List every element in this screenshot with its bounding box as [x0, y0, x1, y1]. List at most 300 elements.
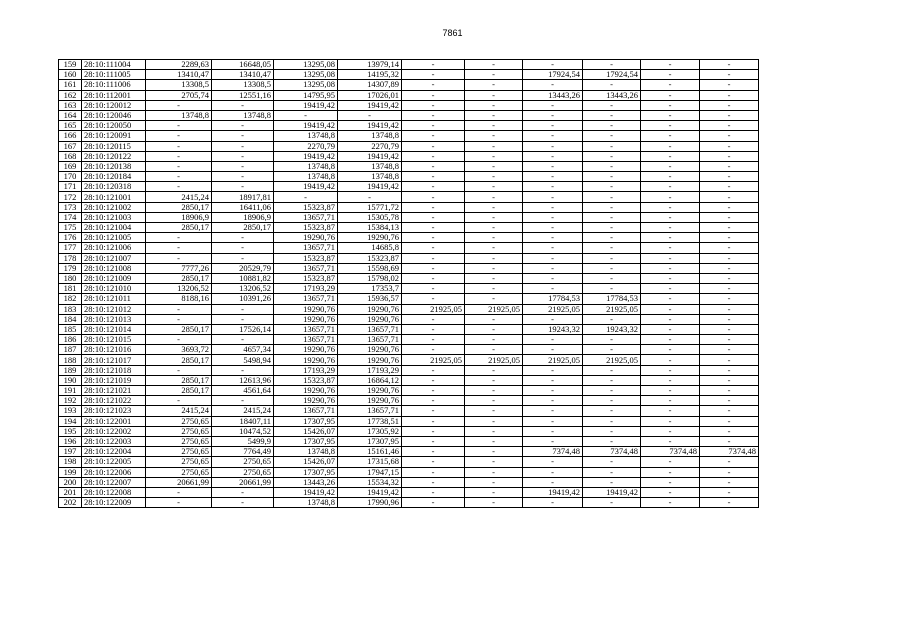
- value-cell: 19419,42: [338, 100, 402, 110]
- row-number-cell: 160: [59, 70, 82, 80]
- value-cell: -: [465, 345, 523, 355]
- row-number-cell: 200: [59, 477, 82, 487]
- cadastral-number-cell: 28:10:121022: [82, 396, 146, 406]
- value-cell: -: [700, 233, 759, 243]
- value-cell: 5498,94: [212, 355, 274, 365]
- value-cell: 13748,8: [274, 131, 338, 141]
- value-cell: 15426,07: [274, 457, 338, 467]
- value-cell: -: [146, 233, 212, 243]
- value-cell: -: [465, 426, 523, 436]
- value-cell: 15534,32: [338, 477, 402, 487]
- cadastral-number-cell: 28:10:121007: [82, 253, 146, 263]
- value-cell: -: [641, 110, 700, 120]
- value-cell: -: [146, 100, 212, 110]
- value-cell: -: [641, 233, 700, 243]
- value-cell: -: [465, 80, 523, 90]
- row-number-cell: 181: [59, 284, 82, 294]
- value-cell: 13657,71: [274, 335, 338, 345]
- value-cell: 18407,11: [212, 416, 274, 426]
- value-cell: 17307,95: [274, 436, 338, 446]
- cadastral-number-cell: 28:10:121001: [82, 192, 146, 202]
- value-cell: -: [402, 192, 465, 202]
- cadastral-number-cell: 28:10:120091: [82, 131, 146, 141]
- value-cell: 13308,5: [146, 80, 212, 90]
- value-cell: -: [641, 212, 700, 222]
- row-number-cell: 174: [59, 212, 82, 222]
- value-cell: -: [700, 314, 759, 324]
- value-cell: 14307,89: [338, 80, 402, 90]
- value-cell: -: [641, 80, 700, 90]
- value-cell: -: [146, 243, 212, 253]
- value-cell: -: [402, 161, 465, 171]
- value-cell: -: [641, 60, 700, 70]
- value-cell: -: [465, 406, 523, 416]
- value-cell: 15771,72: [338, 202, 402, 212]
- value-cell: 2750,65: [146, 426, 212, 436]
- cadastral-number-cell: 28:10:122003: [82, 436, 146, 446]
- value-cell: -: [700, 253, 759, 263]
- value-cell: -: [583, 172, 641, 182]
- value-cell: -: [523, 284, 583, 294]
- row-number-cell: 197: [59, 447, 82, 457]
- table-row: [59, 80, 759, 90]
- value-cell: -: [583, 192, 641, 202]
- value-cell: -: [641, 202, 700, 212]
- value-cell: 13443,26: [523, 90, 583, 100]
- value-cell: 7374,48: [641, 447, 700, 457]
- value-cell: -: [402, 182, 465, 192]
- value-cell: 15936,57: [338, 294, 402, 304]
- cadastral-number-cell: 28:10:122008: [82, 487, 146, 497]
- value-cell: -: [146, 498, 212, 508]
- cadastral-number-cell: 28:10:111006: [82, 80, 146, 90]
- value-cell: 20661,99: [146, 477, 212, 487]
- table-row: [59, 182, 759, 192]
- value-cell: 2750,65: [146, 416, 212, 426]
- value-cell: -: [465, 335, 523, 345]
- row-number-cell: 190: [59, 375, 82, 385]
- value-cell: -: [402, 294, 465, 304]
- value-cell: 13748,8: [274, 172, 338, 182]
- row-number-cell: 189: [59, 365, 82, 375]
- value-cell: -: [402, 447, 465, 457]
- value-cell: 2850,17: [146, 273, 212, 283]
- table-row: [59, 253, 759, 263]
- value-cell: -: [465, 273, 523, 283]
- value-cell: -: [402, 375, 465, 385]
- value-cell: -: [212, 487, 274, 497]
- value-cell: -: [402, 80, 465, 90]
- value-cell: 15323,87: [274, 202, 338, 212]
- value-cell: -: [465, 253, 523, 263]
- value-cell: 18917,81: [212, 192, 274, 202]
- value-cell: -: [700, 223, 759, 233]
- value-cell: -: [641, 457, 700, 467]
- cadastral-number-cell: 28:10:122004: [82, 447, 146, 457]
- value-cell: -: [465, 386, 523, 396]
- value-cell: -: [641, 253, 700, 263]
- value-cell: 13657,71: [274, 406, 338, 416]
- table-row: [59, 416, 759, 426]
- value-cell: 21925,05: [465, 355, 523, 365]
- value-cell: 19243,32: [583, 324, 641, 334]
- value-cell: -: [583, 273, 641, 283]
- cadastral-number-cell: 28:10:121016: [82, 345, 146, 355]
- value-cell: 19419,42: [338, 182, 402, 192]
- value-cell: -: [274, 110, 338, 120]
- value-cell: -: [402, 335, 465, 345]
- value-cell: -: [465, 202, 523, 212]
- value-cell: 2705,74: [146, 90, 212, 100]
- value-cell: 19419,42: [583, 487, 641, 497]
- value-cell: -: [146, 396, 212, 406]
- row-number-cell: 169: [59, 161, 82, 171]
- value-cell: 2850,17: [146, 355, 212, 365]
- cadastral-number-cell: 28:10:122001: [82, 416, 146, 426]
- cadastral-number-cell: 28:10:121013: [82, 314, 146, 324]
- value-cell: -: [641, 416, 700, 426]
- value-cell: 19419,42: [338, 151, 402, 161]
- value-cell: -: [641, 396, 700, 406]
- row-number-cell: 195: [59, 426, 82, 436]
- row-number-cell: 177: [59, 243, 82, 253]
- row-number-cell: 173: [59, 202, 82, 212]
- value-cell: -: [700, 345, 759, 355]
- value-cell: -: [212, 100, 274, 110]
- cadastral-number-cell: 28:10:120046: [82, 110, 146, 120]
- value-cell: 19290,76: [338, 355, 402, 365]
- value-cell: 19419,42: [274, 487, 338, 497]
- value-cell: -: [583, 253, 641, 263]
- value-cell: -: [641, 335, 700, 345]
- value-cell: -: [583, 121, 641, 131]
- value-cell: -: [700, 386, 759, 396]
- cadastral-number-cell: 28:10:121019: [82, 375, 146, 385]
- value-cell: -: [465, 90, 523, 100]
- value-cell: -: [641, 467, 700, 477]
- value-cell: 13748,8: [274, 498, 338, 508]
- value-cell: -: [523, 202, 583, 212]
- value-cell: -: [402, 498, 465, 508]
- row-number-cell: 159: [59, 60, 82, 70]
- value-cell: -: [465, 498, 523, 508]
- value-cell: -: [212, 253, 274, 263]
- value-cell: -: [700, 110, 759, 120]
- table-row: [59, 223, 759, 233]
- table-row: [59, 172, 759, 182]
- table-row: [59, 121, 759, 131]
- value-cell: 7374,48: [523, 447, 583, 457]
- cadastral-number-cell: 28:10:121005: [82, 233, 146, 243]
- value-cell: 19419,42: [338, 121, 402, 131]
- table-row: [59, 70, 759, 80]
- cadastral-number-cell: 28:10:121012: [82, 304, 146, 314]
- value-cell: -: [402, 90, 465, 100]
- value-cell: -: [523, 172, 583, 182]
- value-cell: -: [465, 457, 523, 467]
- value-cell: -: [146, 314, 212, 324]
- value-cell: -: [523, 212, 583, 222]
- value-cell: 15161,46: [338, 447, 402, 457]
- row-number-cell: 164: [59, 110, 82, 120]
- value-cell: -: [641, 365, 700, 375]
- value-cell: -: [583, 375, 641, 385]
- value-cell: -: [523, 151, 583, 161]
- value-cell: 2850,17: [146, 386, 212, 396]
- value-cell: -: [402, 212, 465, 222]
- value-cell: -: [583, 345, 641, 355]
- value-cell: -: [523, 60, 583, 70]
- value-cell: -: [523, 498, 583, 508]
- value-cell: -: [700, 324, 759, 334]
- value-cell: 17193,29: [274, 284, 338, 294]
- value-cell: -: [700, 212, 759, 222]
- cadastral-number-cell: 28:10:121011: [82, 294, 146, 304]
- value-cell: -: [523, 457, 583, 467]
- value-cell: 17990,96: [338, 498, 402, 508]
- value-cell: -: [700, 263, 759, 273]
- value-cell: 13657,71: [274, 263, 338, 273]
- value-cell: -: [641, 161, 700, 171]
- value-cell: -: [212, 396, 274, 406]
- table-row: [59, 141, 759, 151]
- table-row: [59, 436, 759, 446]
- value-cell: -: [700, 436, 759, 446]
- value-cell: 10881,82: [212, 273, 274, 283]
- value-cell: 14195,32: [338, 70, 402, 80]
- cadastral-number-cell: 28:10:121017: [82, 355, 146, 365]
- value-cell: 13410,47: [146, 70, 212, 80]
- value-cell: -: [402, 263, 465, 273]
- cadastral-number-cell: 28:10:121006: [82, 243, 146, 253]
- value-cell: -: [465, 324, 523, 334]
- value-cell: -: [523, 263, 583, 273]
- value-cell: -: [700, 202, 759, 212]
- cadastral-number-cell: 28:10:120184: [82, 172, 146, 182]
- table-row: [59, 386, 759, 396]
- value-cell: 2750,65: [146, 436, 212, 446]
- value-cell: -: [402, 467, 465, 477]
- cadastral-number-cell: 28:10:121015: [82, 335, 146, 345]
- value-cell: 13443,26: [583, 90, 641, 100]
- value-cell: -: [402, 324, 465, 334]
- value-cell: 17947,15: [338, 467, 402, 477]
- table-row: [59, 263, 759, 273]
- value-cell: 2289,63: [146, 60, 212, 70]
- value-cell: -: [212, 243, 274, 253]
- cadastral-number-cell: 28:10:111004: [82, 60, 146, 70]
- value-cell: 19290,76: [274, 304, 338, 314]
- table-row: [59, 335, 759, 345]
- value-cell: -: [583, 314, 641, 324]
- value-cell: -: [641, 172, 700, 182]
- value-cell: 17353,7: [338, 284, 402, 294]
- table-row: [59, 90, 759, 100]
- value-cell: -: [583, 141, 641, 151]
- table-body: [59, 60, 759, 508]
- value-cell: -: [583, 436, 641, 446]
- value-cell: -: [583, 498, 641, 508]
- value-cell: 2750,65: [212, 467, 274, 477]
- value-cell: -: [402, 100, 465, 110]
- value-cell: -: [700, 457, 759, 467]
- value-cell: 13748,8: [212, 110, 274, 120]
- value-cell: 19290,76: [274, 355, 338, 365]
- value-cell: -: [465, 416, 523, 426]
- value-cell: -: [523, 436, 583, 446]
- row-number-cell: 165: [59, 121, 82, 131]
- value-cell: -: [212, 365, 274, 375]
- value-cell: 19290,76: [338, 304, 402, 314]
- value-cell: -: [402, 70, 465, 80]
- value-cell: -: [583, 212, 641, 222]
- value-cell: 20529,79: [212, 263, 274, 273]
- value-cell: -: [212, 498, 274, 508]
- value-cell: -: [402, 243, 465, 253]
- value-cell: 13979,14: [338, 60, 402, 70]
- table-row: [59, 426, 759, 436]
- value-cell: -: [523, 121, 583, 131]
- value-cell: -: [700, 192, 759, 202]
- value-cell: -: [402, 457, 465, 467]
- value-cell: 17526,14: [212, 324, 274, 334]
- table-row: [59, 151, 759, 161]
- value-cell: -: [583, 416, 641, 426]
- value-cell: 13748,8: [146, 110, 212, 120]
- value-cell: 12613,96: [212, 375, 274, 385]
- value-cell: -: [523, 365, 583, 375]
- value-cell: -: [402, 110, 465, 120]
- value-cell: -: [402, 314, 465, 324]
- value-cell: -: [583, 202, 641, 212]
- value-cell: -: [212, 121, 274, 131]
- value-cell: 19243,32: [523, 324, 583, 334]
- row-number-cell: 161: [59, 80, 82, 90]
- table-row: [59, 447, 759, 457]
- value-cell: -: [402, 131, 465, 141]
- table-row: [59, 365, 759, 375]
- value-cell: -: [583, 477, 641, 487]
- value-cell: -: [700, 60, 759, 70]
- value-cell: 18906,9: [146, 212, 212, 222]
- value-cell: 16648,05: [212, 60, 274, 70]
- value-cell: 2270,79: [274, 141, 338, 151]
- value-cell: -: [212, 161, 274, 171]
- value-cell: -: [641, 151, 700, 161]
- value-cell: -: [700, 100, 759, 110]
- value-cell: 19290,76: [338, 345, 402, 355]
- row-number-cell: 176: [59, 233, 82, 243]
- value-cell: -: [402, 172, 465, 182]
- value-cell: -: [402, 223, 465, 233]
- value-cell: -: [402, 386, 465, 396]
- value-cell: -: [583, 335, 641, 345]
- value-cell: 13657,71: [274, 294, 338, 304]
- value-cell: -: [402, 406, 465, 416]
- value-cell: 13748,8: [338, 161, 402, 171]
- value-cell: -: [700, 182, 759, 192]
- value-cell: -: [700, 172, 759, 182]
- cadastral-number-cell: 28:10:122006: [82, 467, 146, 477]
- data-table: [58, 59, 759, 508]
- value-cell: -: [523, 192, 583, 202]
- value-cell: 2750,65: [146, 447, 212, 457]
- value-cell: -: [402, 273, 465, 283]
- value-cell: 15384,13: [338, 223, 402, 233]
- value-cell: -: [523, 426, 583, 436]
- value-cell: 7374,48: [700, 447, 759, 457]
- value-cell: -: [700, 406, 759, 416]
- value-cell: -: [338, 192, 402, 202]
- value-cell: 17307,95: [274, 467, 338, 477]
- value-cell: -: [465, 161, 523, 171]
- value-cell: -: [402, 396, 465, 406]
- value-cell: -: [212, 233, 274, 243]
- value-cell: -: [700, 131, 759, 141]
- value-cell: -: [641, 284, 700, 294]
- value-cell: -: [212, 172, 274, 182]
- row-number-cell: 196: [59, 436, 82, 446]
- value-cell: -: [402, 416, 465, 426]
- value-cell: -: [465, 172, 523, 182]
- value-cell: -: [212, 151, 274, 161]
- value-cell: 14795,95: [274, 90, 338, 100]
- value-cell: -: [212, 141, 274, 151]
- value-cell: -: [146, 141, 212, 151]
- value-cell: -: [700, 396, 759, 406]
- value-cell: 10474,52: [212, 426, 274, 436]
- value-cell: -: [641, 345, 700, 355]
- value-cell: -: [212, 335, 274, 345]
- value-cell: -: [700, 477, 759, 487]
- cadastral-number-cell: 28:10:121023: [82, 406, 146, 416]
- value-cell: -: [338, 110, 402, 120]
- cadastral-number-cell: 28:10:122002: [82, 426, 146, 436]
- value-cell: -: [641, 477, 700, 487]
- cadastral-number-cell: 28:10:120115: [82, 141, 146, 151]
- value-cell: -: [523, 406, 583, 416]
- value-cell: 21925,05: [523, 304, 583, 314]
- value-cell: -: [583, 100, 641, 110]
- cadastral-number-cell: 28:10:121021: [82, 386, 146, 396]
- value-cell: 19290,76: [274, 233, 338, 243]
- value-cell: -: [402, 121, 465, 131]
- value-cell: -: [700, 467, 759, 477]
- row-number-cell: 183: [59, 304, 82, 314]
- value-cell: -: [641, 273, 700, 283]
- value-cell: 18906,9: [212, 212, 274, 222]
- value-cell: 19290,76: [274, 314, 338, 324]
- value-cell: -: [700, 355, 759, 365]
- value-cell: 19290,76: [274, 386, 338, 396]
- row-number-cell: 186: [59, 335, 82, 345]
- value-cell: 21925,05: [402, 304, 465, 314]
- value-cell: -: [465, 467, 523, 477]
- value-cell: 17305,92: [338, 426, 402, 436]
- value-cell: 12551,16: [212, 90, 274, 100]
- table-row: [59, 294, 759, 304]
- value-cell: -: [146, 172, 212, 182]
- value-cell: 19419,42: [523, 487, 583, 497]
- value-cell: 17924,54: [523, 70, 583, 80]
- value-cell: -: [583, 243, 641, 253]
- table-row: [59, 406, 759, 416]
- value-cell: -: [641, 324, 700, 334]
- value-cell: 7764,49: [212, 447, 274, 457]
- cadastral-number-cell: 28:10:121003: [82, 212, 146, 222]
- value-cell: -: [465, 70, 523, 80]
- value-cell: -: [641, 406, 700, 416]
